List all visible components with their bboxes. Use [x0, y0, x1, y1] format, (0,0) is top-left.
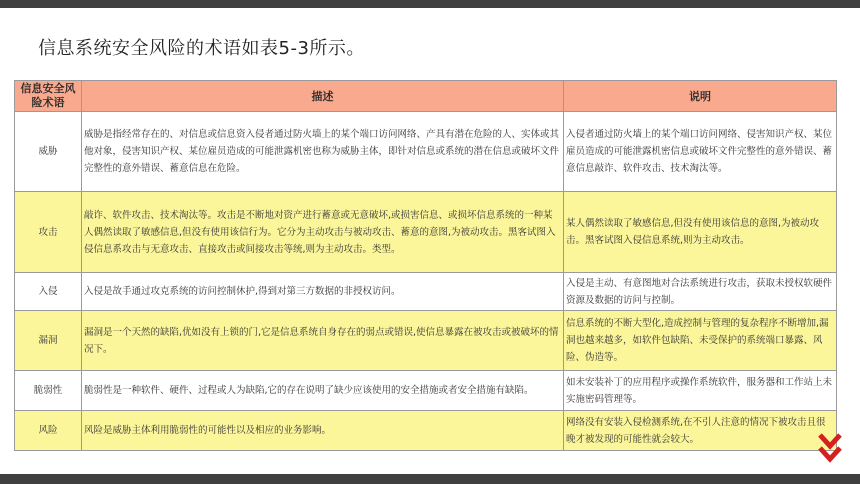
- table-header-row: [15, 81, 837, 112]
- term-cell: 入侵: [15, 273, 82, 311]
- term-cell: 威胁: [15, 112, 82, 192]
- column-header-term: 信息安全风险术语: [15, 81, 82, 112]
- column-header-note: 说明: [564, 81, 837, 112]
- top-bar: [0, 0, 860, 8]
- description-cell: 威胁是指经常存在的、对信息或信息资入侵者通过防火墙上的某个端口访问网络、产具有潜在危险的人、实体或其他对象，侵害知识产权、某位雇员造成的可能泄露机密也称为威胁主体，即针对信息或系统的潜在信息或破坏文件完整性的意外错误、蓄意信息在危险。: [82, 112, 564, 192]
- column-header-description: 描述: [82, 81, 564, 112]
- bottom-bar: [0, 474, 860, 484]
- note-cell: 如未安装补丁的应用程序或操作系统软件，服务器和工作站上未实施密码管理等。: [564, 371, 837, 411]
- risk-terms-table: [14, 80, 837, 451]
- table-row: [15, 273, 837, 311]
- description-cell: 漏洞是一个天然的缺陷,优如没有上锁的门,它是信息系统自身存在的弱点或错误,使信息暴露在被攻击或被破坏的情况下。: [82, 311, 564, 371]
- table-row: [15, 411, 837, 451]
- term-cell: 脆弱性: [15, 371, 82, 411]
- description-cell: 风险是威胁主体利用脆弱性的可能性以及相应的业务影响。: [82, 411, 564, 451]
- table-row: [15, 311, 837, 371]
- description-cell: 敲诈、软件攻击、技术淘汰等。攻击是不断地对资产进行蓄意或无意破坏,或损害信息、或损坏信息系统的一种某人偶然读取了敏感信息,但没有使用该信行为。它分为主动攻击与被动攻击、蓄意的意图,为被动攻击。黑客试图入侵信息系攻击与无意攻击、直接攻击或间接攻击等统,则为主动攻击。类型。: [82, 192, 564, 273]
- check-chevron-icon: [817, 433, 843, 467]
- note-cell: 入侵是主动、有意图地对合法系统进行攻击，获取未授权软硬件资源及数据的访问与控制。: [564, 273, 837, 311]
- table-row: [15, 371, 837, 411]
- table-row: [15, 112, 837, 192]
- note-cell: 网络没有安装入侵检测系统,在不引人注意的情况下被攻击且很晚才被发现的可能性就会较大。: [564, 411, 837, 451]
- term-cell: 攻击: [15, 192, 82, 273]
- page-title: 信息系统安全风险的术语如表5-3所示。: [38, 38, 365, 59]
- term-cell: 漏洞: [15, 311, 82, 371]
- description-cell: 脆弱性是一种软件、硬件、过程或人为缺陷,它的存在说明了缺少应该使用的安全措施或者安全措施有缺陷。: [82, 371, 564, 411]
- term-cell: 风险: [15, 411, 82, 451]
- note-cell: 信息系统的不断大型化,造成控制与管理的复杂程序不断增加,漏洞也越来越多，如软件包缺陷、未受保护的系统端口暴露、风险、伪造等。: [564, 311, 837, 371]
- note-cell: 某人偶然读取了敏感信息,但没有使用该信息的意图,为被动攻击。黑客试图入侵信息系统,则为主动攻击。: [564, 192, 837, 273]
- note-cell: 入侵者通过防火墙上的某个端口访问网络、侵害知识产权、某位雇员造成的可能泄露机密信息或破坏文件完整性的意外错误、蓄意信息敲诈、软件攻击、技术淘汰等。: [564, 112, 837, 192]
- table-row: [15, 192, 837, 273]
- description-cell: 入侵是故手通过攻克系统的访问控制休护,得到对第三方数据的非授权访问。: [82, 273, 564, 311]
